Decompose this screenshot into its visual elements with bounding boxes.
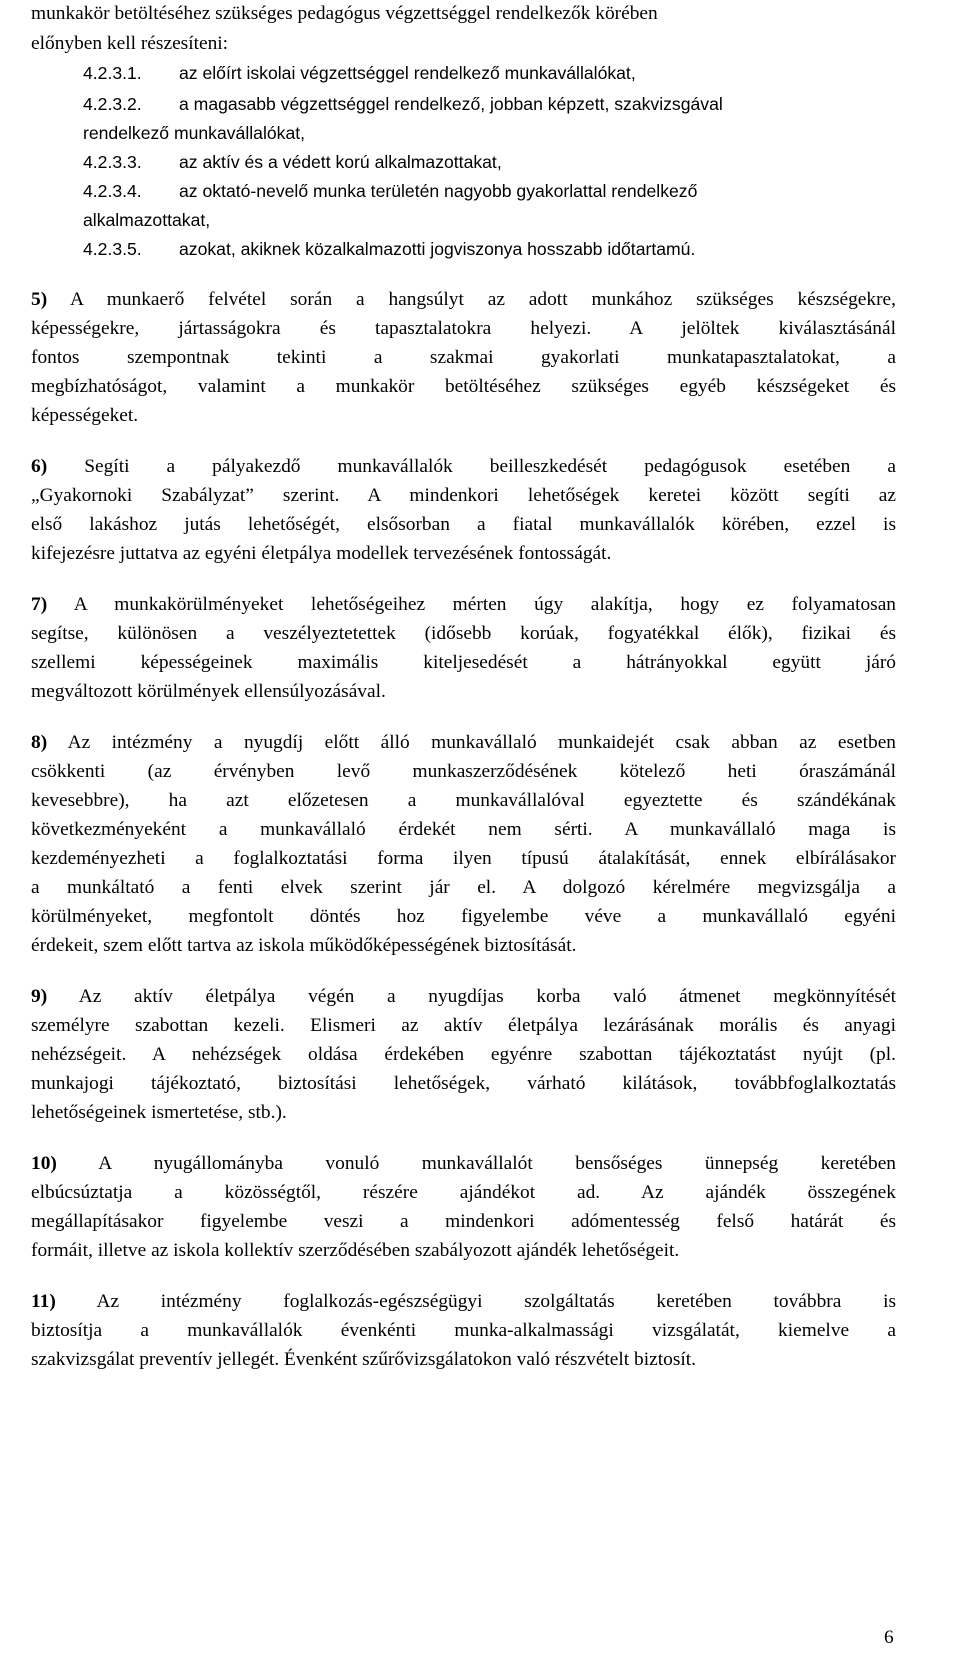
- section-number: 11): [31, 1291, 56, 1312]
- text-line: képességekre, jártasságokra és tapasztalatokra helyezi. A jelöltek kiválasztásánál: [31, 318, 896, 339]
- list-item-text: az aktív és a védett korú alkalmazottakat,: [179, 152, 502, 172]
- text-line: szellemi képességeinek maximális kiteljesedését a hátrányokkal együtt járó: [31, 652, 896, 673]
- text-line: munkakör betöltéséhez szükséges pedagógus végzettséggel rendelkezők körében: [31, 3, 658, 24]
- text-line: első lakáshoz jutás lehetőségét, elsősorban a fiatal munkavállalók körében, ezzel is: [31, 514, 896, 535]
- list-item-continuation: alkalmazottakat,: [83, 210, 211, 230]
- section-number: 10): [31, 1153, 57, 1174]
- list-item-text: azokat, akiknek közalkalmazotti jogviszonya hosszabb időtartamú.: [179, 239, 696, 259]
- list-item: [83, 147, 502, 177]
- text-line: [31, 452, 896, 482]
- section-number: 9): [31, 986, 48, 1007]
- list-item-number: 4.2.3.4.: [83, 181, 142, 201]
- list-item-continuation: rendelkező munkavállalókat,: [83, 123, 306, 143]
- text-line: személyre szabottan kezeli. Elismeri az aktív életpálya lezárásának morális és anyagi: [31, 1015, 896, 1036]
- list-item-number: 4.2.3.2.: [83, 94, 142, 114]
- list-item-text: az oktató-nevelő munka területén nagyobb gyakorlattal rendelkező: [179, 181, 698, 201]
- list-item-number: 4.2.3.3.: [83, 152, 142, 172]
- list-item: [83, 58, 636, 88]
- text-line: elbúcsúztatja a közösségtől, részére ajándékot ad. Az ajándék összegének: [31, 1182, 896, 1203]
- list-item-number: 4.2.3.5.: [83, 239, 142, 259]
- section-number: 5): [31, 289, 48, 310]
- text-line: előnyben kell részesíteni:: [31, 33, 229, 54]
- text-line: megváltozott körülmények ellensúlyozásával.: [31, 681, 386, 702]
- text-line: lehetőségeinek ismertetése, stb.).: [31, 1102, 287, 1123]
- page-number: 6: [884, 1627, 894, 1648]
- text-line: kevesebbre), ha azt előzetesen a munkavállalóval egyeztette és szándékának: [31, 790, 896, 811]
- section-number: 8): [31, 732, 48, 753]
- section-number: 6): [31, 456, 48, 477]
- line-text: A munkakörülményeket lehetőségeihez mérten úgy alakítja, hogy ez folyamatosan: [73, 594, 896, 615]
- line-text: A munkaerő felvétel során a hangsúlyt az adott munkához szükséges készségekre,: [69, 289, 896, 310]
- text-line: érdekeit, szem előtt tartva az iskola működőképességének biztosítását.: [31, 935, 577, 956]
- text-line: szakvizsgálat preventív jellegét. Évenként szűrővizsgálatokon való részvételt biztosít.: [31, 1349, 696, 1370]
- text-line: [31, 982, 896, 1012]
- text-line: megbízhatóságot, valamint a munkakör betöltéséhez szükséges egyéb készségeket és: [31, 376, 896, 397]
- text-line: körülményeket, megfontolt döntés hoz figyelembe véve a munkavállaló egyéni: [31, 906, 896, 927]
- text-line: képességeket.: [31, 405, 139, 426]
- line-text: Az intézmény a nyugdíj előtt álló munkavállaló munkaidejét csak abban az esetben: [67, 732, 896, 753]
- text-line: nehézségeit. A nehézségek oldása érdekében egyénre szabottan tájékoztatást nyújt (pl.: [31, 1044, 896, 1065]
- text-line: [31, 590, 896, 620]
- text-line: [31, 1149, 896, 1179]
- text-line: „Gyakornoki Szabályzat” szerint. A mindenkori lehetőségek keretei között segíti az: [31, 485, 896, 506]
- text-line: megállapításakor figyelembe veszi a mindenkori adómentesség felső határát és: [31, 1211, 896, 1232]
- text-line: munkajogi tájékoztató, biztosítási lehetőségek, várható kilátások, továbbfoglalkoztatás: [31, 1073, 896, 1094]
- text-line: [31, 728, 896, 758]
- list-item: [83, 234, 695, 264]
- list-item: [83, 176, 697, 206]
- text-line: segítse, különösen a veszélyeztetettek (idősebb korúak, fogyatékkal élők), fizikai és: [31, 623, 896, 644]
- line-text: Az aktív életpálya végén a nyugdíjas korba való átmenet megkönnyítését: [78, 986, 896, 1007]
- text-line: csökkenti (az érvényben levő munkaszerződésének kötelező heti óraszámánál: [31, 761, 896, 782]
- text-line: kifejezésre juttatva az egyéni életpálya modellek tervezésének fontosságát.: [31, 543, 612, 564]
- line-text: Az intézmény foglalkozás-egészségügyi szolgáltatás keretében továbbra is: [96, 1291, 897, 1312]
- list-item-number: 4.2.3.1.: [83, 63, 142, 83]
- text-line: [31, 285, 896, 315]
- text-line: fontos szempontnak tekinti a szakmai gyakorlati munkatapasztalatokat, a: [31, 347, 896, 368]
- list-item-text: a magasabb végzettséggel rendelkező, jobban képzett, szakvizsgával: [179, 94, 723, 114]
- section-number: 7): [31, 594, 48, 615]
- text-line: a munkáltató a fenti elvek szerint jár el. A dolgozó kérelmére megvizsgálja a: [31, 877, 896, 898]
- list-item: [83, 89, 723, 119]
- text-line: kezdeményezheti a foglalkoztatási forma ilyen típusú átalakítását, ennek elbírálásakor: [31, 848, 896, 869]
- text-line: [31, 1287, 896, 1317]
- text-line: formáit, illetve az iskola kollektív szerződésében szabályozott ajándék lehetőségeit.: [31, 1240, 680, 1261]
- text-line: biztosítja a munkavállalók évenkénti munka-alkalmassági vizsgálatát, kiemelve a: [31, 1320, 896, 1341]
- line-text: A nyugállományba vonuló munkavállalót bensőséges ünnepség keretében: [98, 1153, 896, 1174]
- text-line: következményeként a munkavállaló érdekét nem sérti. A munkavállaló maga is: [31, 819, 896, 840]
- list-item-text: az előírt iskolai végzettséggel rendelkező munkavállalókat,: [179, 63, 636, 83]
- line-text: Segíti a pályakezdő munkavállalók beilleszkedését pedagógusok esetében a: [84, 456, 896, 477]
